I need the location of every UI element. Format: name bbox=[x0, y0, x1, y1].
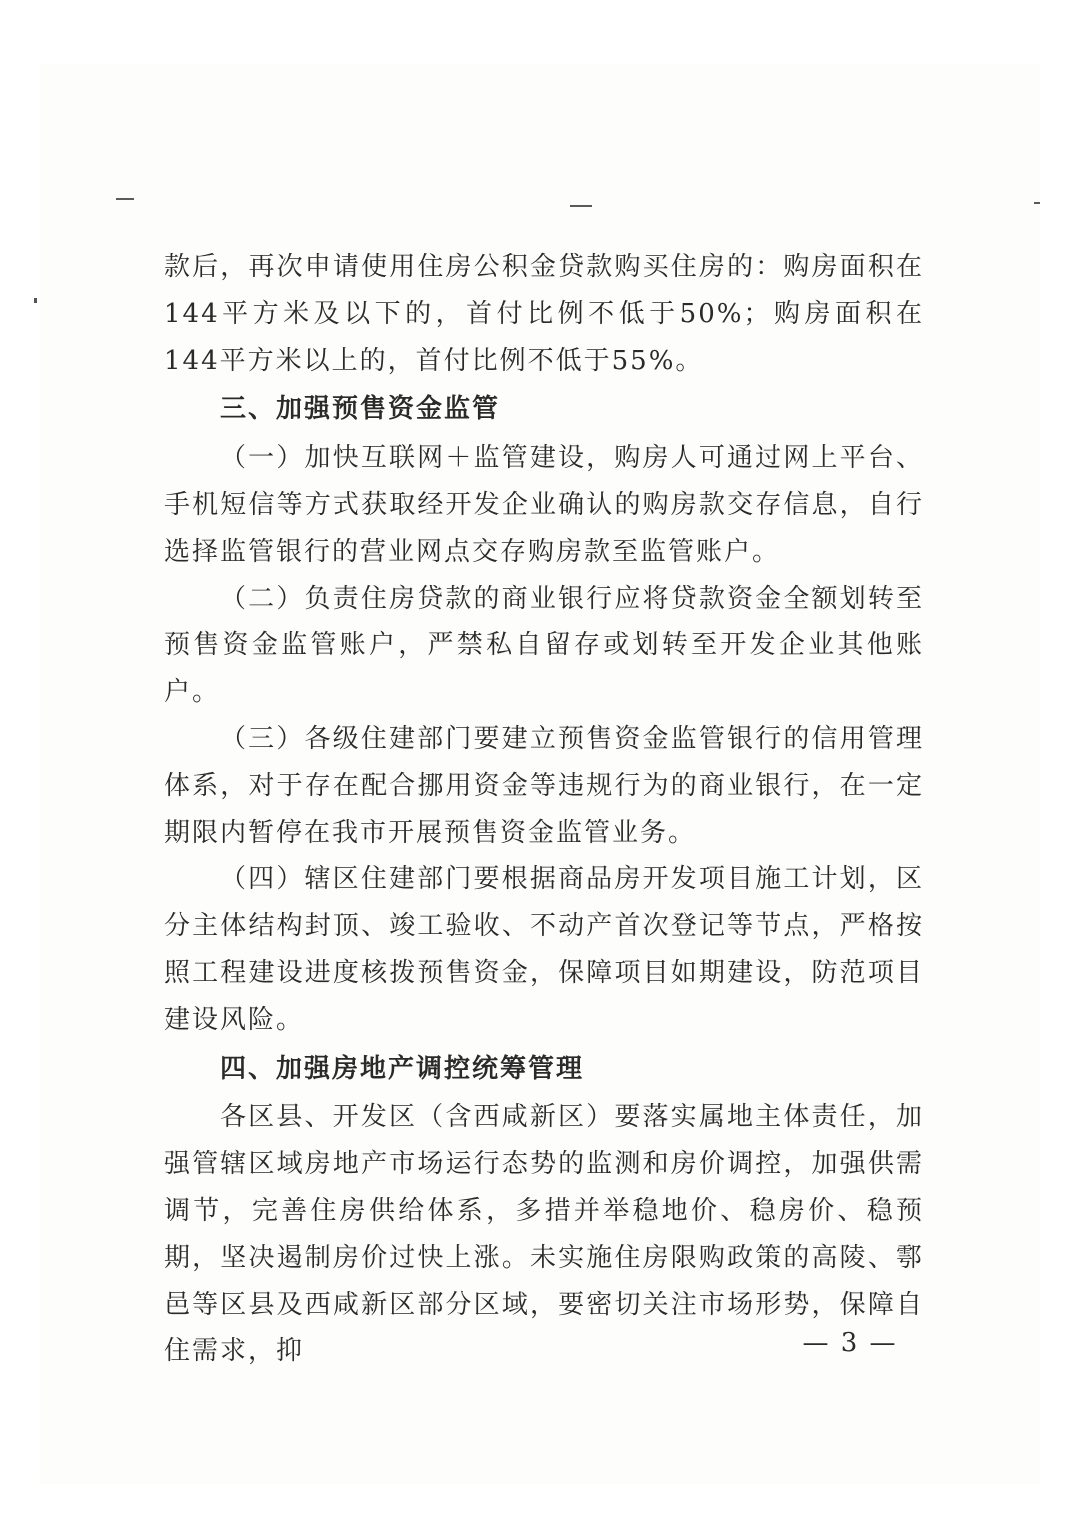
paragraph-continuation: 款后，再次申请使用住房公积金贷款购买住房的：购房面积在144平方米及以下的，首付比例不低于50%；购房面积在144平方米以上的，首付比例不低于55%。 bbox=[164, 252, 924, 376]
paragraph-section-4: 各区县、开发区（含西咸新区）要落实属地主体责任，加强管辖区域房地产市场运行态势的监测和房价调控，加强供需调节，完善住房供给体系，多措并举稳地价、稳房价、稳预期，坚决遏制房价过快上涨。未实施住房限购政策的高陵、鄠邑等区县及西咸新区部分区域，要密切关注市场形势，保障自住需求，抑 bbox=[164, 1102, 924, 1367]
scan-mark bbox=[1034, 202, 1040, 204]
paragraph-item-2: （二）负责住房贷款的商业银行应将贷款资金全额划转至预售资金监管账户，严禁私自留存或划转至开发企业其他账户。 bbox=[164, 583, 924, 708]
section-heading-3: 三、加强预售资金监管 bbox=[220, 394, 501, 425]
scan-mark bbox=[116, 198, 134, 200]
paragraph-item-3: （三）各级住建部门要建立预售资金监管银行的信用管理体系，对于存在配合挪用资金等违规行为的商业银行，在一定期限内暂停在我市开展预售资金监管业务。 bbox=[164, 723, 924, 848]
document-body bbox=[164, 244, 924, 1375]
scan-mark bbox=[570, 205, 592, 207]
page-number: — 3 — bbox=[802, 1328, 898, 1358]
scan-speck bbox=[34, 298, 37, 303]
section-heading-4: 四、加强房地产调控统筹管理 bbox=[220, 1053, 585, 1084]
paragraph-item-4: （四）辖区住建部门要根据商品房开发项目施工计划，区分主体结构封顶、竣工验收、不动产首次登记等节点，严格按照工程建设进度核拨预售资金，保障项目如期建设，防范项目建设风险。 bbox=[164, 864, 924, 1035]
paragraph-item-1: （一）加快互联网＋监管建设，购房人可通过网上平台、手机短信等方式获取经开发企业确认的购房款交存信息，自行选择监管银行的营业网点交存购房款至监管账户。 bbox=[164, 443, 924, 567]
